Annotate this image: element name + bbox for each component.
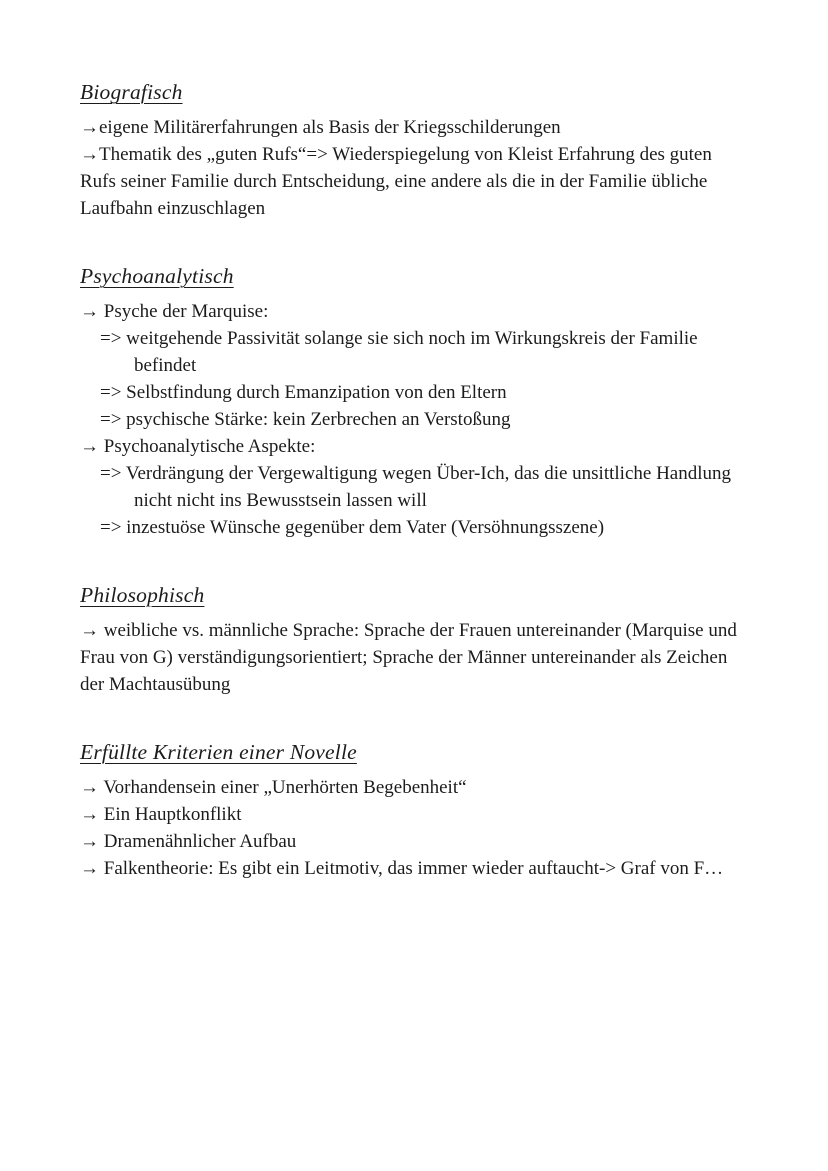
section-biografisch	[80, 80, 750, 222]
section-heading-erfuellte-kriterien: Erfüllte Kriterien einer Novelle	[80, 740, 357, 764]
bullet-item: → Psyche der Marquise:	[80, 301, 269, 322]
bullet-item: → Ein Hauptkonflikt	[80, 804, 242, 825]
section-psychoanalytisch	[80, 264, 750, 541]
sub-bullet-item: => Verdrängung der Vergewaltigung wegen Über-Ich, das die unsittliche Handlung nicht nicht ins Bewusstsein lassen will	[100, 463, 731, 511]
bullet-item: →eigene Militärerfahrungen als Basis der Kriegsschilderungen	[80, 117, 561, 138]
bullet-item: → weibliche vs. männliche Sprache: Sprache der Frauen untereinander (Marquise und Frau von G) verständigungsorientiert; Sprache der Männer untereinander als Zeichen der Machtausübung	[80, 620, 737, 695]
bullet-item: → Vorhandensein einer „Unerhörten Begebenheit“	[80, 777, 467, 798]
bullet-item: → Falkentheorie: Es gibt ein Leitmotiv, das immer wieder auftaucht-> Graf von F…	[80, 858, 724, 879]
bullet-item: →Thematik des „guten Rufs“=> Wiederspiegelung von Kleist Erfahrung des guten Rufs seiner Familie durch Entscheidung, eine andere als die in der Familie übliche Laufbahn einzuschlagen	[80, 144, 712, 219]
section-heading-psychoanalytisch: Psychoanalytisch	[80, 264, 234, 288]
sub-bullet-item: => Selbstfindung durch Emanzipation von den Eltern	[100, 382, 507, 403]
bullet-item: → Psychoanalytische Aspekte:	[80, 436, 316, 457]
bullet-item: → Dramenähnlicher Aufbau	[80, 831, 297, 852]
section-heading-biografisch: Biografisch	[80, 80, 183, 104]
sub-bullet-item: => inzestuöse Wünsche gegenüber dem Vater (Versöhnungsszene)	[100, 517, 605, 538]
section-erfuellte-kriterien	[80, 740, 750, 882]
sub-bullet-item: => weitgehende Passivität solange sie sich noch im Wirkungskreis der Familie befindet	[100, 328, 698, 376]
section-philosophisch	[80, 583, 750, 698]
sub-bullet-item: => psychische Stärke: kein Zerbrechen an Verstoßung	[100, 409, 511, 430]
section-heading-philosophisch: Philosophisch	[80, 583, 205, 607]
